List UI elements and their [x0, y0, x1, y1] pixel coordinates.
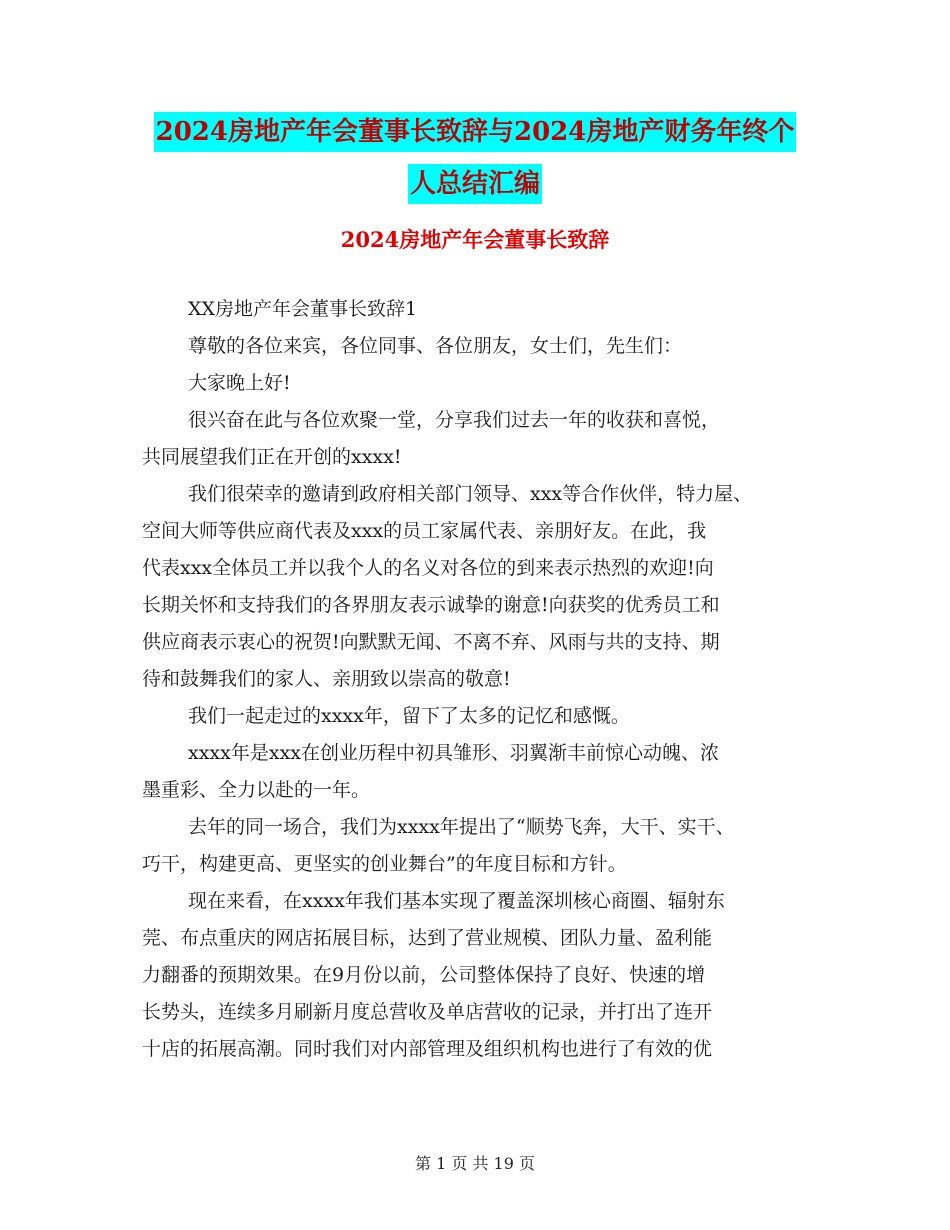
body-line: 长期关怀和支持我们的各界朋友表示诚挚的谢意!向获奖的优秀员工和: [142, 594, 720, 616]
body-line: 供应商表示衷心的祝贺!向默默无闻、不离不弃、风雨与共的支持、期: [142, 631, 720, 653]
document-body: [142, 291, 842, 1068]
body-line: 长势头，连续多月刷新月度总营收及单店营收的记录，并打出了连开: [142, 1001, 713, 1023]
body-line: XX房地产年会董事长致辞1: [188, 298, 418, 320]
body-line: 待和鼓舞我们的家人、亲朋致以崇高的敬意!: [142, 668, 511, 690]
document-title-line-1: 2024房地产年会董事长致辞与2024房地产财务年终个: [154, 112, 797, 152]
body-line: 代表xxx全体员工并以我个人的名义对各位的到来表示热烈的欢迎!向: [142, 557, 714, 579]
body-line: 很兴奋在此与各位欢聚一堂，分享我们过去一年的收获和喜悦，: [188, 409, 721, 431]
section-heading: 2024房地产年会董事长致辞: [340, 227, 610, 252]
body-line: 我们一起走过的xxxx年，留下了太多的记忆和感慨。: [188, 705, 630, 727]
body-line: 巧干，构建更高、更坚实的创业舞台”的年度目标和方针。: [142, 853, 627, 875]
document-title: [0, 112, 950, 216]
body-line: 大家晚上好!: [188, 372, 291, 394]
body-line: 我们很荣幸的邀请到政府相关部门领导、xxx等合作伙伴，特力屋、: [188, 483, 753, 505]
body-line: 莞、布点重庆的网店拓展目标，达到了营业规模、团队力量、盈利能: [142, 927, 713, 949]
page-footer: 第 1 页 共 19 页: [415, 1154, 535, 1173]
document-title-line-2: 人总结汇编: [408, 164, 542, 204]
body-line: 十店的拓展高潮。同时我们对内部管理及组织机构也进行了有效的优: [142, 1038, 713, 1060]
body-line: 去年的同一场合，我们为xxxx年提出了“顺势飞奔，大干、实干、: [188, 816, 735, 838]
body-line: 空间大师等供应商代表及xxx的员工家属代表、亲朋好友。在此，我: [142, 520, 707, 542]
body-line: 共同展望我们正在开创的xxxx!: [142, 446, 402, 468]
body-line: 墨重彩、全力以赴的一年。: [142, 779, 371, 801]
body-line: 尊敬的各位来宾，各位同事、各位朋友，女士们，先生们：: [188, 335, 683, 357]
body-line: xxxx年是xxx在创业历程中初具雏形、羽翼渐丰前惊心动魄、浓: [188, 742, 720, 764]
body-line: 现在来看，在xxxx年我们基本实现了覆盖深圳核心商圈、辐射东: [188, 890, 725, 912]
body-line: 力翻番的预期效果。在9月份以前，公司整体保持了良好、快速的增: [142, 964, 706, 986]
